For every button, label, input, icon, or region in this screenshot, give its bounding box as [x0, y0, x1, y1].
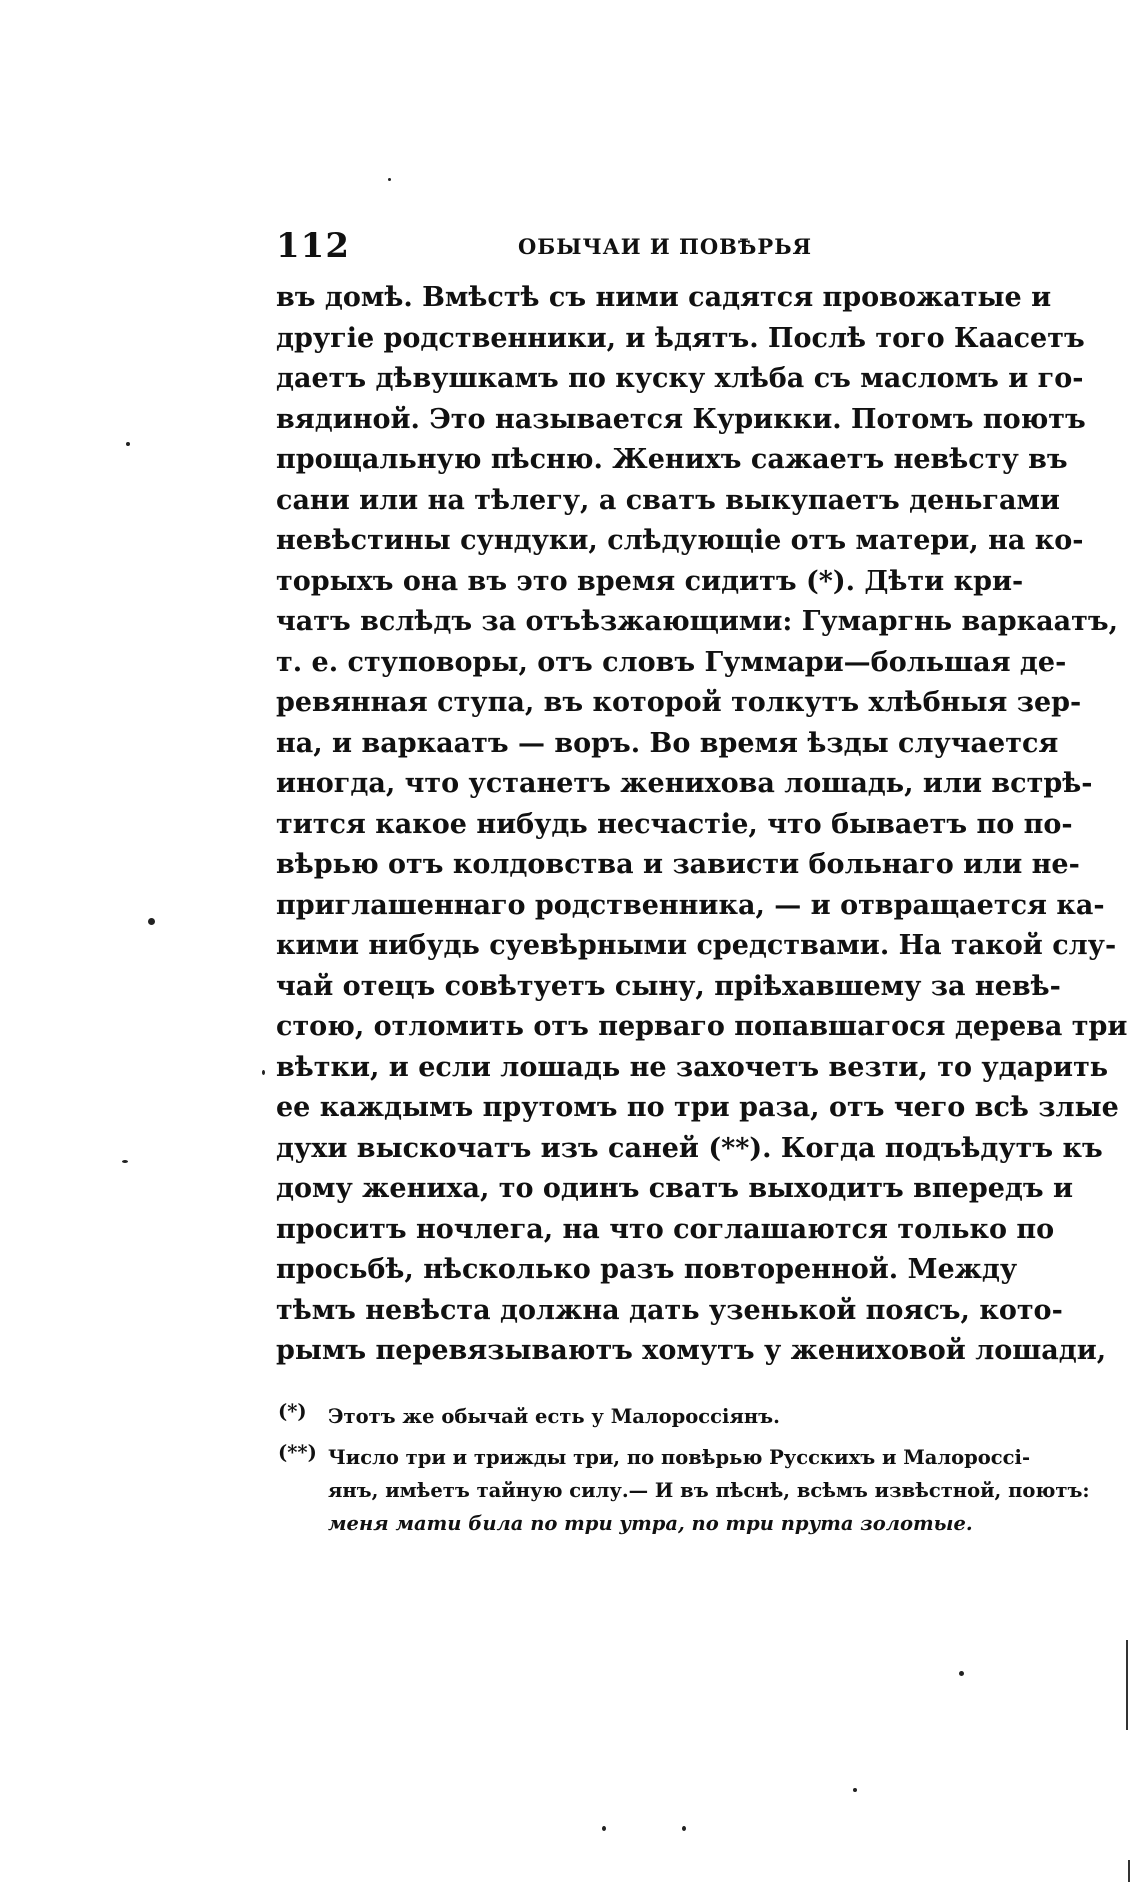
- text-line: другіе родственники, и ѣдятъ. Послѣ того Каасетъ: [276, 322, 1085, 354]
- text-line: рымъ перевязываютъ хомутъ у жениховой лошади,: [276, 1335, 1107, 1366]
- page-header: [276, 226, 1014, 270]
- text-line: т. е. ступоворы, отъ словъ Гуммари—большая де-: [276, 646, 1067, 678]
- scan-speck: [126, 442, 130, 446]
- text-line: стою, отломить отъ перваго попавшагося дерева три: [276, 1011, 1128, 1042]
- text-line: даетъ дѣвушкамъ по куску хлѣба съ масломъ и го-: [276, 363, 1084, 394]
- scan-speck: [388, 178, 391, 181]
- text-line: невѣстины сундуки, слѣдующіе отъ матери, на ко-: [276, 525, 1084, 556]
- text-line: прощальную пѣсню. Женихъ сажаетъ невѣсту въ: [276, 444, 1068, 475]
- scan-speck: [682, 1826, 686, 1831]
- footnote-marker: (*): [278, 1400, 307, 1423]
- text-line: дому жениха, то одинъ сватъ выходитъ впередъ и: [276, 1173, 1074, 1204]
- text-line: чатъ вслѣдъ за отъѣзжающими: Гумаргнь варкаатъ,: [276, 606, 1118, 637]
- scan-speck: [959, 1671, 964, 1676]
- text-line: вѣрью отъ колдовства и зависти больнаго или не-: [276, 849, 1080, 880]
- scan-speck: [853, 1788, 857, 1792]
- text-line: торыхъ она въ это время сидитъ (*). Дѣти кри-: [276, 565, 1024, 597]
- body-text: [276, 278, 1128, 1372]
- footnote-line: Этотъ же обычай есть у Малороссіянъ.: [328, 1405, 780, 1428]
- footnotes: [278, 1400, 1090, 1548]
- text-line: вѣтки, и если лошадь не захочетъ везти, то ударить: [276, 1051, 1109, 1083]
- text-line: тится какое нибудь несчастіе, что бываетъ по по-: [276, 808, 1073, 840]
- text-line: чай отецъ совѣтуетъ сыну, пріѣхавшему за невѣ-: [276, 970, 1061, 1002]
- text-line: ее каждымъ прутомъ по три раза, отъ чего всѣ злые: [276, 1092, 1119, 1123]
- text-line: ревянная ступа, въ которой толкутъ хлѣбныя зер-: [276, 687, 1082, 718]
- footnote-line: янъ, имѣетъ тайную силу.— И въ пѣснѣ, всѣмъ извѣстной, поютъ:: [328, 1479, 1090, 1502]
- footnote-line: Число три и трижды три, по повѣрью Русскихъ и Малороссі-: [328, 1446, 1031, 1469]
- text-line: вядиной. Это называется Курикки. Потомъ поютъ: [276, 403, 1086, 435]
- scan-edge-mark: [1126, 1640, 1128, 1730]
- text-line: въ домѣ. Вмѣстѣ съ ними садятся провожатые и: [276, 282, 1052, 313]
- text-line: духи выскочатъ изъ саней (**). Когда подъѣдутъ къ: [276, 1132, 1103, 1164]
- scan-speck: [122, 1160, 128, 1163]
- footnote-marker: (**): [278, 1441, 317, 1464]
- text-line: проситъ ночлега, на что соглашаются только по: [276, 1213, 1055, 1245]
- text-line: просьбѣ, нѣсколько разъ повторенной. Между: [276, 1254, 1018, 1285]
- page-number: 112: [276, 226, 350, 266]
- footnote-1: [278, 1400, 1014, 1433]
- text-line: приглашеннаго родственника, — и отвращается ка-: [276, 889, 1105, 921]
- text-line: кими нибудь суевѣрными средствами. На такой слу-: [276, 930, 1117, 961]
- scan-edge-mark: [1128, 1860, 1130, 1882]
- footnote-line: меня мати била по три утра, по три прута золотые.: [328, 1512, 973, 1535]
- scan-speck: [602, 1826, 606, 1831]
- scan-speck: [148, 918, 155, 925]
- text-line: тѣмъ невѣста должна дать узенькой поясъ, кото-: [276, 1294, 1063, 1326]
- text-line: на, и варкаатъ — воръ. Во время ѣзды случается: [276, 727, 1059, 759]
- footnote-2: [278, 1441, 1090, 1540]
- text-line: сани или на тѣлегу, а сватъ выкупаетъ деньгами: [276, 484, 1060, 516]
- scan-speck: [262, 1070, 265, 1075]
- text-line: иногда, что устанетъ женихова лошадь, или встрѣ-: [276, 768, 1093, 799]
- running-title: ОБЫЧАИ И ПОВѢРЬЯ: [518, 234, 813, 259]
